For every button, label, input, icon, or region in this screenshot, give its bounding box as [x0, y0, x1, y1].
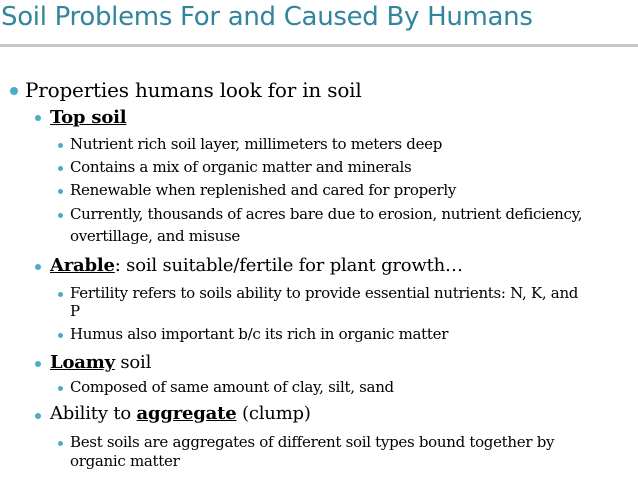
title-divider	[0, 44, 638, 47]
bullet-arable	[50, 255, 463, 276]
term-arable: Arable	[50, 255, 115, 276]
point-topsoil-2: Contains a mix of organic matter and minerals	[70, 158, 412, 176]
bullet-icon	[10, 87, 18, 95]
bullet-icon	[35, 413, 41, 419]
point-arable-1-cont: P	[70, 302, 80, 320]
bullet-topsoil	[50, 107, 126, 128]
bullet-icon	[58, 189, 63, 194]
point-arable-2: Humus also important b/c its rich in organic matter	[70, 325, 449, 343]
bullet-icon	[58, 143, 63, 148]
bullet-icon	[58, 441, 63, 446]
bullet-icon	[58, 292, 63, 297]
arable-definition: : soil suitable/fertile for plant growth…	[114, 255, 463, 276]
bullet-properties: Properties humans look for in soil	[25, 78, 362, 102]
term-aggregate: aggregate	[136, 403, 237, 424]
term-loamy: Loamy	[50, 352, 115, 373]
slide-title: Soil Problems For and Caused By Humans	[1, 2, 533, 32]
bullet-icon	[58, 213, 63, 218]
bullet-loamy	[50, 352, 151, 373]
point-aggregate-1-cont: organic matter	[70, 452, 180, 470]
bullet-icon	[35, 361, 41, 367]
point-arable-1: Fertility refers to soils ability to provide essential nutrients: N, K, and	[70, 284, 579, 302]
point-aggregate-1: Best soils are aggregates of different soil types bound together by	[70, 433, 555, 451]
bullet-icon	[35, 264, 41, 270]
bullet-icon	[35, 115, 41, 121]
point-topsoil-3: Renewable when replenished and cared for properly	[70, 181, 457, 199]
point-loamy-1: Composed of same amount of clay, silt, sand	[70, 378, 394, 396]
point-topsoil-4: Currently, thousands of acres bare due to erosion, nutrient deficiency,	[70, 205, 583, 223]
point-topsoil-1: Nutrient rich soil layer, millimeters to meters deep	[70, 135, 443, 153]
loamy-suffix: soil	[114, 352, 152, 373]
bullet-aggregate	[50, 403, 311, 424]
aggregate-suffix: (clump)	[236, 403, 311, 424]
bullet-icon	[58, 333, 63, 338]
bullet-icon	[58, 166, 63, 171]
term-topsoil: Top soil	[50, 107, 127, 128]
bullet-icon	[58, 386, 63, 391]
aggregate-prefix: Ability to	[50, 403, 137, 424]
point-topsoil-4-cont: overtillage, and misuse	[70, 227, 240, 245]
